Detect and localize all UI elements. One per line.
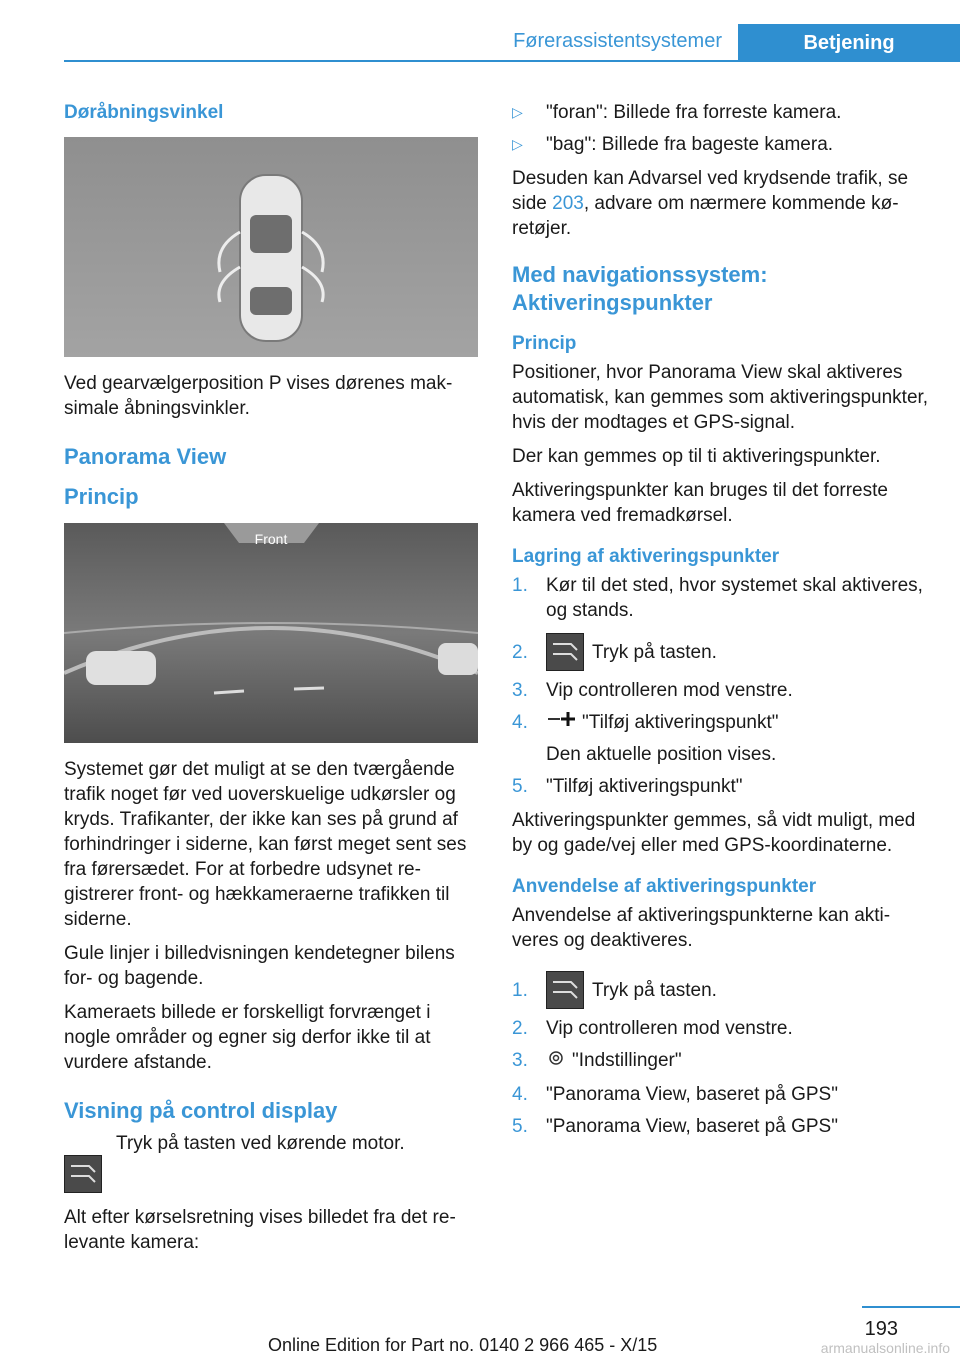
front-camera-image xyxy=(64,523,478,743)
right-column xyxy=(512,100,930,1148)
camera-button-icon xyxy=(546,633,584,671)
forward-text: Aktiveringspunkter kan bruges til det forreste kamera ved fremadkørsel. xyxy=(512,480,888,526)
header-section: Førerassistentsystemer xyxy=(513,30,722,52)
list-item: ▷ "bag": Billede fra bageste kamera. xyxy=(512,134,834,155)
gear-icon xyxy=(546,1048,566,1075)
anvendelse-text: Anvendelse af aktiveringspunkterne kan aktiveres og deaktiveres. xyxy=(512,905,891,951)
edition-text: Online Edition for Part no. 0140 2 966 465 - X/15 xyxy=(268,1335,658,1355)
list-item: 5. "Panorama View, baseret på GPS" xyxy=(512,1116,838,1137)
princip-text-1: Systemet gør det muligt at se den tværgående trafik noget før ved uoverskuelige udkørsler og kryds. Trafikanter, der ikke kan ses på grund af forhindringer i siderne, kan først meget sent ses fra førersædet. For at forbedre udsynet registrerer front- og hækkameraerne trafikken til siderne. xyxy=(64,759,467,930)
heading-door-angle: Døråbningsvinkel xyxy=(64,102,224,123)
camera-button-icon xyxy=(546,971,584,1009)
watermark: armanualsonline.info xyxy=(820,1340,950,1356)
camera-bullets xyxy=(512,100,930,157)
list-item: 4. "Panorama View, baseret på GPS" xyxy=(512,1084,838,1105)
heading-panorama-view: Panorama View xyxy=(64,444,227,469)
heading-nav: Med navigationssystem: Aktiveringspunkter xyxy=(512,262,768,315)
header-tab: Betjening xyxy=(738,24,960,62)
list-item: 3. "Indstillinger" xyxy=(512,1048,930,1075)
heading-visning: Visning på control display xyxy=(64,1098,338,1123)
door-angle-image xyxy=(64,137,478,357)
anvendelse-steps xyxy=(512,971,930,1139)
lagring-steps-end xyxy=(512,774,930,799)
list-item: 2. Vip controlleren mod venstre. xyxy=(512,1018,793,1039)
list-item: 1. Tryk på tasten. xyxy=(512,971,930,1009)
visning-text: Tryk på tasten ved kørende motor. xyxy=(116,1133,405,1154)
visning-row xyxy=(64,1131,478,1193)
triangle-icon: ▷ xyxy=(512,104,523,120)
camera-button-icon xyxy=(64,1155,102,1193)
list-item: 1. Kør til det sted, hvor systemet skal aktiveres, og stands. xyxy=(512,575,923,621)
princip-text-3: Kameraets billede er forskelligt forvrænget i nogle områder og egner sig derfor ikke til at vurdere afstande. xyxy=(64,1002,431,1073)
gemmes-text: Aktiveringspunkter gemmes, så vidt muligt, med by og gade/vej eller med GPS-koordinaterne. xyxy=(512,810,916,856)
heading-princip: Princip xyxy=(64,484,139,509)
footer-rule xyxy=(862,1306,960,1308)
step4-sub: Den aktuelle position vises. xyxy=(546,744,777,765)
list-item: 3. Vip controlleren mod venstre. xyxy=(512,680,793,701)
header-rule xyxy=(64,60,960,62)
lagring-steps xyxy=(512,573,930,735)
desuden-text: Desuden kan Advarsel ved krydsende trafik, se side 203, advare om nærmere kommende køretøjer. xyxy=(512,168,909,239)
ten-points-text: Der kan gemmes op til ti aktiveringspunkter. xyxy=(512,446,881,467)
heading-anvendelse: Anvendelse af aktiveringspunkter xyxy=(512,876,817,897)
door-angle-text: Ved gearvælgerposition P vises dørenes maksimale åbningsvinkler. xyxy=(64,373,453,419)
list-item: ▷ "foran": Billede fra forreste kamera. xyxy=(512,102,842,123)
direction-text: Alt efter kørselsretning vises billedet fra det relevante kamera: xyxy=(64,1207,456,1253)
list-item: 4. "Tilføj aktiveringspunkt" xyxy=(512,712,779,733)
page-number: 193 xyxy=(864,1318,898,1340)
triangle-icon: ▷ xyxy=(512,136,523,152)
front-label: Front xyxy=(254,531,288,547)
heading-lagring: Lagring af aktiveringspunkter xyxy=(512,546,780,567)
left-column xyxy=(64,100,478,1264)
heading-princip-right: Princip xyxy=(512,333,577,354)
list-item: 5. "Tilføj aktiveringspunkt" xyxy=(512,776,743,797)
princip-text-2: Gule linjer i billedvisningen kendetegner bilens for- og bagende. xyxy=(64,943,455,989)
add-point-icon xyxy=(546,710,576,735)
page-link[interactable]: 203 xyxy=(552,193,584,214)
positions-text: Positioner, hvor Panorama View skal aktiveres automatisk, kan gemmes som aktiveringspunkter, hvis der modtages et GPS-signal. xyxy=(512,362,929,433)
page-header xyxy=(0,0,960,62)
list-item: 2. Tryk på tasten. xyxy=(512,633,930,671)
